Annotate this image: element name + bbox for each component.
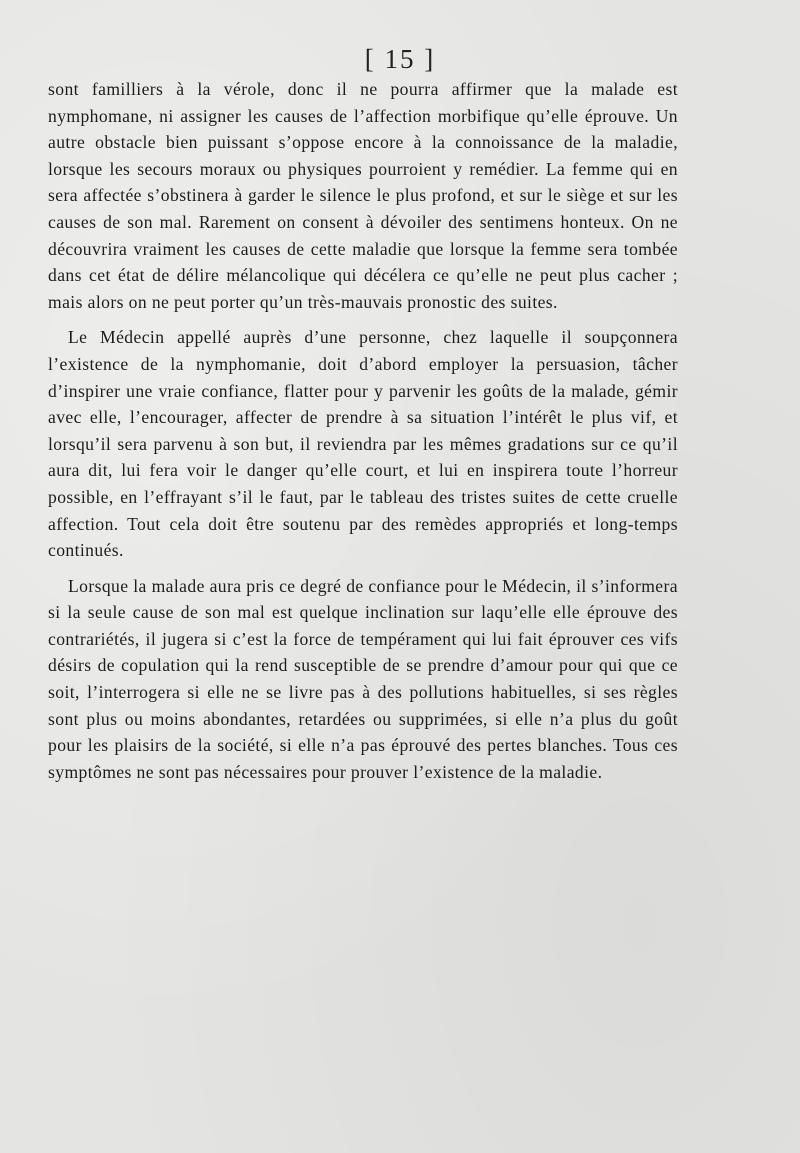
page-body xyxy=(48,76,678,785)
paragraph-3: Lorsque la malade aura pris ce degré de confiance pour le Médecin, il s’informera si la seule cause de son mal est quelque inclination sur laqu’elle elle éprouve des contrariétés, il jugera si c’est la force de tempérament qui lui fait éprouver ces vifs désirs de copulation qui la rend susceptible de se prendre d’amour pour qui que ce soit, l’interrogera si elle ne se livre pas à des pollutions habituelles, si ses règles sont plus ou moins abondantes, retardées ou supprimées, si elle n’a plus du goût pour les plaisirs de la société, si elle n’a pas éprouvé des pertes blanches. Tous ces symptômes ne sont pas nécessaires pour prouver l’existence de la maladie. xyxy=(48,575,678,782)
page-number: [ 15 ] xyxy=(364,44,436,74)
paragraph-2: Le Médecin appellé auprès d’une personne, chez laquelle il soupçonnera l’existence de la nymphomanie, doit d’abord employer la persuasion, tâcher d’inspirer une vraie confiance, flatter pour y parvenir les goûts de la malade, gémir avec elle, l’encourager, affecter de prendre à sa situation l’intérêt le plus vif, et lorsqu’il sera parvenu à son but, il reviendra par les mêmes gradations sur ce qu’il aura dit, lui fera voir le danger qu’elle court, et lui en inspirera toute l’horreur possible, en l’effrayant s’il le faut, par le tableau des tristes suites de cette cruelle affection. Tout cela doit être soutenu par des remèdes appropriés et long-temps continués. xyxy=(48,327,678,561)
paragraph-1: sont familliers à la vérole, donc il ne pourra affirmer que la malade est nymphomane, ni assigner les causes de l’affection morbifique qu’elle éprouve. Un autre obstacle bien puissant s’oppose encore à la connoissance de la maladie, lorsque les secours moraux ou physiques pourroient y remédier. La femme qui en sera affectée s’obstinera à garder le silence le plus profond, et sur le siège et sur les causes de son mal. Rarement on consent à dévoiler des sentimens honteux. On ne découvrira vraiment les causes de cette maladie que lorsque la femme sera tombée dans cet état de délire mélancolique qui décélera ce qu’elle ne peut plus cacher ; mais alors on ne peut porter qu’un très-mauvais pronostic des suites. xyxy=(48,79,678,312)
